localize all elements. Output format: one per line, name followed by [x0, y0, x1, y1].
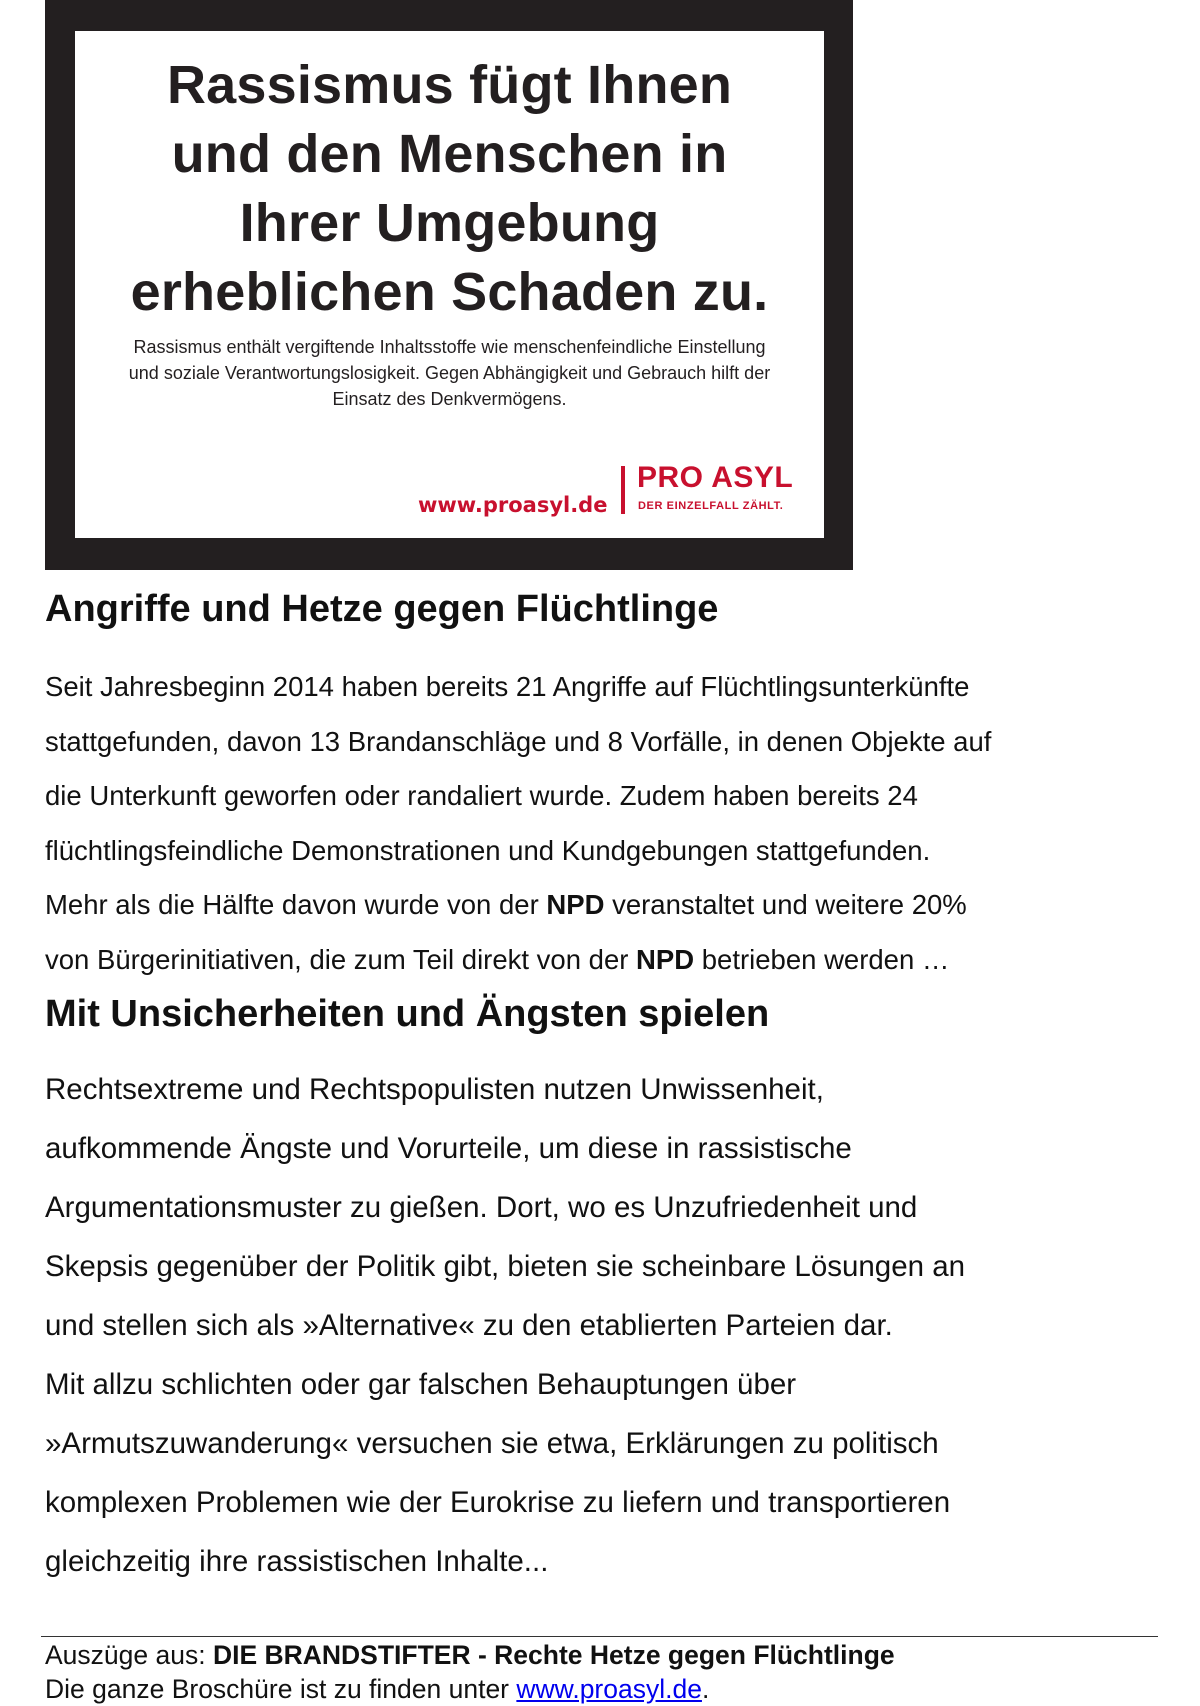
body-line: die Unterkunft geworfen oder randaliert wurde. Zudem haben bereits 24 [45, 780, 918, 812]
body-line: Skepsis gegenüber der Politik gibt, bieten sie scheinbare Lösungen an [45, 1250, 966, 1283]
body-line: flüchtlingsfeindliche Demonstrationen und Kundgebungen stattgefunden. [45, 834, 931, 866]
body-line: gleichzeitig ihre rassistischen Inhalte... [45, 1545, 549, 1578]
poster-subtext-line: Rassismus enthält vergiftende Inhaltsstoffe wie menschenfeindliche Einstellung [133, 337, 766, 357]
body-line: Seit Jahresbeginn 2014 haben bereits 21 Angriffe auf Flüchtlingsunterkünfte [45, 671, 970, 702]
poster-headline-line: Ihrer Umgebung [239, 193, 660, 253]
poster-subtext-line: Einsatz des Denkvermögens. [332, 389, 567, 409]
footer-prefix: Auszüge aus: [45, 1640, 213, 1670]
section-title-fears: Mit Unsicherheiten und Ängsten spielen [45, 993, 770, 1035]
poster-url: www.proasyl.de [418, 493, 608, 517]
body-line: stattgefunden, davon 13 Brandanschläge und 8 Vorfälle, in denen Objekte auf [45, 725, 992, 757]
npd-emphasis: NPD [636, 943, 695, 975]
poster-headline-line: erheblichen Schaden zu. [130, 262, 769, 322]
body-line: und stellen sich als »Alternative« zu den etablierten Parteien dar. [45, 1309, 893, 1342]
poster-panel [75, 31, 824, 538]
footer-proasyl-link[interactable]: www.proasyl.de [516, 1674, 702, 1704]
proasyl-logo-claim: DER EINZELFALL ZÄHLT. [638, 500, 784, 512]
body-line: aufkommende Ängste und Vorurteile, um diese in rassistische [45, 1132, 852, 1165]
poster-subtext-line: und soziale Verantwortungslosigkeit. Gegen Abhängigkeit und Gebrauch hilft der [128, 363, 771, 383]
footer-divider [41, 1636, 1158, 1637]
section-title-attacks: Angriffe und Hetze gegen Flüchtlinge [45, 588, 719, 630]
npd-emphasis: NPD [546, 889, 605, 921]
body-line-part: Mehr als die Hälfte davon wurde von der [45, 889, 547, 921]
footer-line2-prefix: Die ganze Broschüre ist zu finden unter [45, 1674, 517, 1704]
body-line: Argumentationsmuster zu gießen. Dort, wo es Unzufriedenheit und [45, 1191, 918, 1224]
footer [45, 1638, 895, 1706]
body-line-part: veranstaltet und weitere 20% [604, 889, 967, 921]
body-line-part: betrieben werden … [694, 943, 950, 975]
poster-headline-line: Rassismus fügt Ihnen [166, 55, 733, 115]
logo-bar-icon [621, 466, 625, 514]
body-line: Mit allzu schlichten oder gar falschen Behauptungen über [45, 1368, 797, 1401]
footer-line2-suffix: . [701, 1674, 710, 1704]
section-body-fears [45, 1060, 1165, 1591]
body-line-part: von Bürgerinitiativen, die zum Teil direkt von der [45, 943, 637, 975]
footer-source: DIE BRANDSTIFTER - Rechte Hetze gegen Flüchtlinge [212, 1640, 895, 1670]
poster-headline-line: und den Menschen in [171, 124, 728, 184]
poster-frame [45, 0, 853, 570]
body-line: komplexen Problemen wie der Eurokrise zu liefern und transportieren [45, 1486, 951, 1519]
body-line: Rechtsextreme und Rechtspopulisten nutzen Unwissenheit, [45, 1073, 824, 1106]
proasyl-logo-name: PRO ASYL [637, 461, 794, 494]
poster-subtext [75, 334, 824, 412]
body-line: »Armutszuwanderung« versuchen sie etwa, Erklärungen zu politisch [45, 1427, 939, 1460]
section-body-attacks [45, 660, 1165, 988]
poster-headline [75, 51, 824, 327]
